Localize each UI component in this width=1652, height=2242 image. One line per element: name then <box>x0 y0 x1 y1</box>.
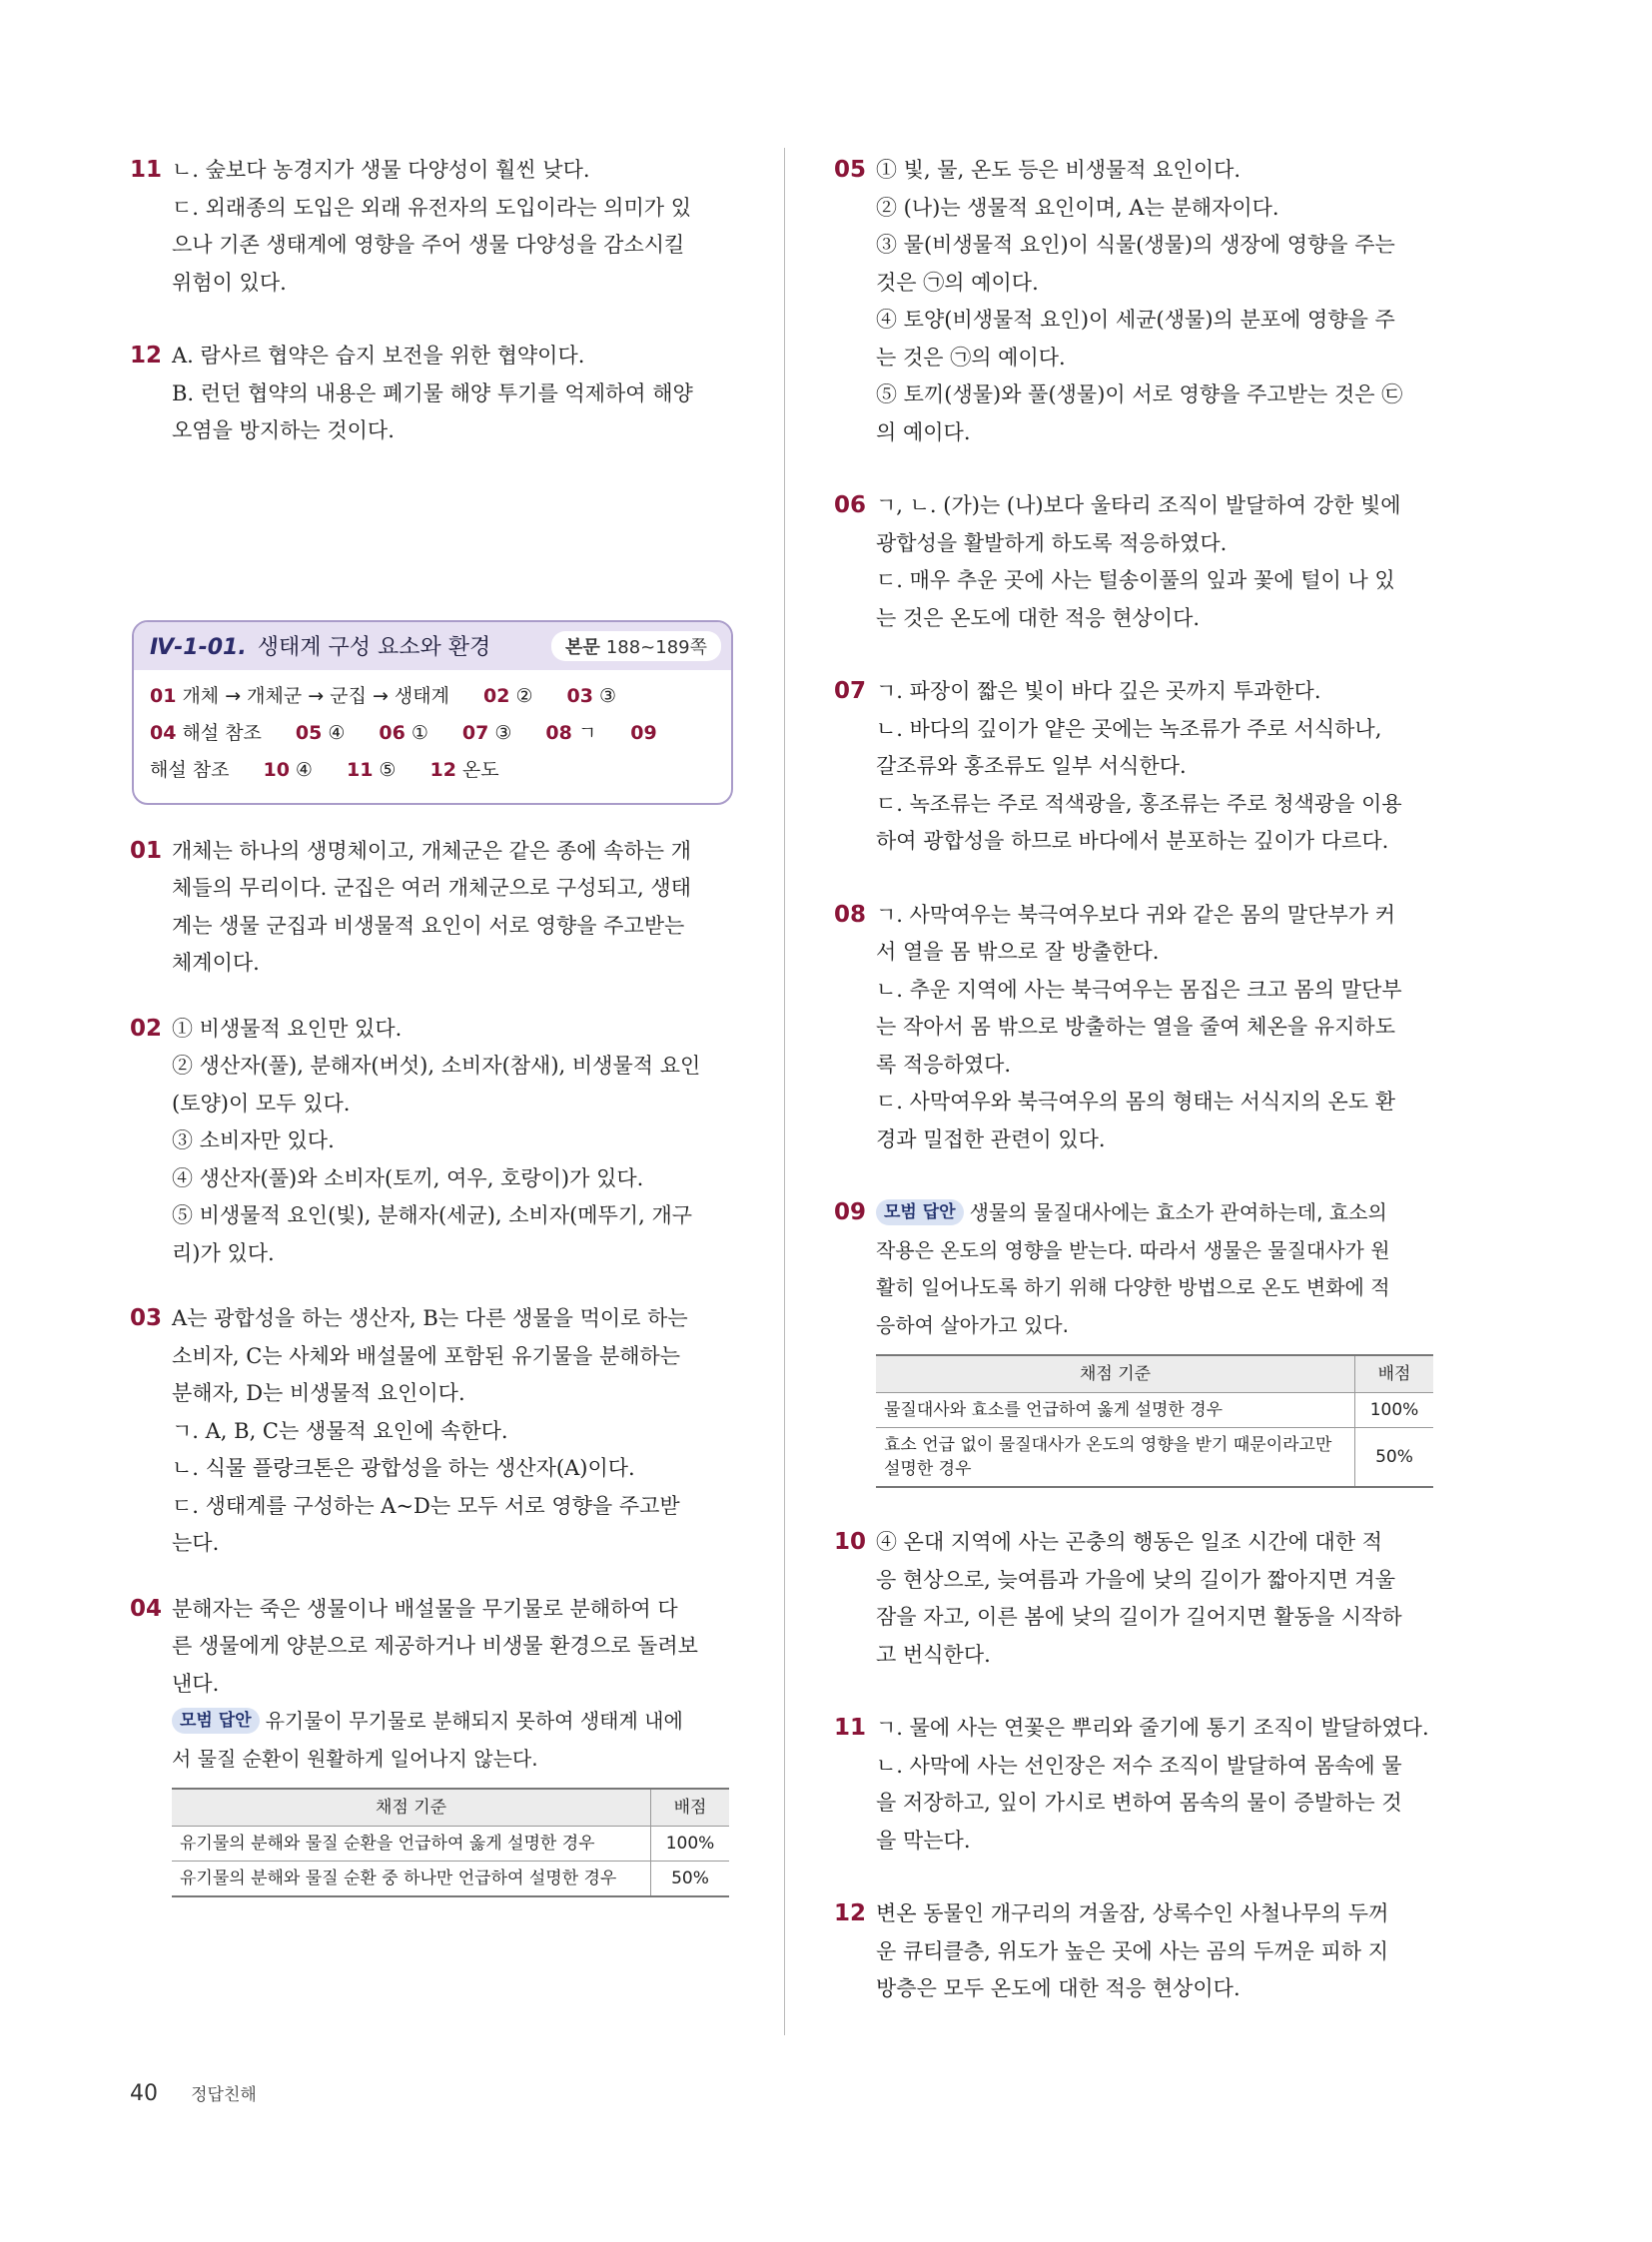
question-number: 06 <box>834 492 867 518</box>
text-line: B. 런던 협약의 내용은 폐기물 해양 투기를 억제하여 해양 <box>172 380 693 405</box>
right-q10 <box>834 1524 1433 1674</box>
text-line: 응 현상으로, 늦여름과 가을에 낮의 길이가 짧아지면 겨울 <box>876 1567 1395 1592</box>
answer-key-answer: ㄱ <box>577 721 597 744</box>
text-line: ④ 온대 지역에 사는 곤충의 행동은 일조 시간에 대한 적 <box>876 1530 1383 1554</box>
answer-key-number: 05 <box>295 721 323 744</box>
right-column <box>834 152 1433 2008</box>
model-answer <box>172 1703 729 1778</box>
answer-key-item <box>150 678 449 715</box>
answer-key-answer: ③ <box>494 721 512 744</box>
text-line: 리)가 있다. <box>172 1240 275 1265</box>
answer-key-answer: ③ <box>598 684 616 707</box>
text-line: ㄴ. 숲보다 농경지가 생물 다양성이 훨씬 낮다. <box>172 158 590 182</box>
text-line: 서 열을 몸 밖으로 잘 방출한다. <box>876 940 1160 964</box>
page-number: 40 <box>130 2081 158 2106</box>
model-answer <box>876 1194 1433 1344</box>
answer-key-row <box>150 678 715 715</box>
text-line: ㄴ. 식물 플랑크톤은 광합성을 하는 생산자(A)이다. <box>172 1456 635 1480</box>
question-number: 12 <box>834 1900 867 1926</box>
model-answer-line: 생물의 물질대사에는 효소가 관여하는데, 효소의 <box>969 1200 1387 1224</box>
model-answer-line: 서 물질 순환이 원활하게 일어나지 않는다. <box>172 1746 538 1771</box>
left-q11 <box>130 152 729 302</box>
answer-key-number: 02 <box>483 684 510 707</box>
scoring-points: 100% <box>1355 1393 1434 1428</box>
answer-key-number: 11 <box>346 758 374 781</box>
model-answer-badge: 모범 답안 <box>172 1708 260 1734</box>
footer-label: 정답친해 <box>191 2085 257 2105</box>
text-line: ① 빛, 물, 온도 등은 비생물적 요인이다. <box>876 158 1241 182</box>
question-number: 07 <box>834 678 867 704</box>
text-line: 는 작아서 몸 밖으로 방출하는 열을 줄여 체온을 유지하도 <box>876 1015 1395 1039</box>
answer-key-answer: 개체 → 개체군 → 군집 → 생태계 <box>182 684 449 707</box>
text-line: 갈조류와 홍조류도 일부 서식한다. <box>876 754 1187 778</box>
answer-key-answer: ④ <box>328 721 346 744</box>
question-number: 11 <box>130 157 163 183</box>
left-q04 <box>130 1591 729 1704</box>
text-line: ㄷ. 외래종의 도입은 외래 유전자의 도입이라는 의미가 있 <box>172 195 691 220</box>
answer-key-number: 08 <box>545 721 572 744</box>
answer-key-number: 09 <box>630 721 657 744</box>
section-answer-box <box>132 620 733 805</box>
table-row <box>172 1862 729 1897</box>
question-number: 04 <box>130 1595 163 1622</box>
answer-key-item <box>347 752 397 789</box>
question-number: 02 <box>130 1015 163 1042</box>
text-line: 하여 광합성을 하므로 바다에서 분포하는 깊이가 다르다. <box>876 829 1389 853</box>
text-line: 변온 동물인 개구리의 겨울잠, 상록수인 사철나무의 두꺼 <box>876 1901 1389 1925</box>
answer-key-answer: ⑤ <box>379 758 397 781</box>
answer-key-item <box>296 715 346 752</box>
text-line: ① 비생물적 요인만 있다. <box>172 1016 403 1041</box>
right-q11 <box>834 1710 1433 1860</box>
answer-key-number: 03 <box>566 684 593 707</box>
answer-key-item <box>150 752 229 789</box>
text-line: 오염을 방지하는 것이다. <box>172 418 395 442</box>
text-line: 고 번식한다. <box>876 1642 991 1667</box>
text-line: A. 람사르 협약은 습지 보전을 위한 협약이다. <box>172 344 585 368</box>
left-q04-model <box>130 1703 729 1897</box>
answer-key-number: 07 <box>461 721 489 744</box>
answer-key-item <box>379 715 428 752</box>
text-line: 른 생물에게 양분으로 제공하거나 비생물 환경으로 돌려보 <box>172 1634 698 1658</box>
right-q05 <box>834 152 1433 451</box>
text-line: ② (나)는 생물적 요인이며, A는 분해자이다. <box>876 195 1279 220</box>
text-line: 을 막는다. <box>876 1828 971 1853</box>
answer-key-row <box>150 715 715 752</box>
answer-key-item <box>462 715 512 752</box>
text-line: ㄱ. 파장이 짧은 빛이 바다 깊은 곳까지 투과한다. <box>876 679 1321 703</box>
text-line: 개체는 하나의 생명체이고, 개체군은 같은 종에 속하는 개 <box>172 838 691 863</box>
right-q06 <box>834 487 1433 637</box>
table-row <box>876 1428 1433 1488</box>
section-pages-range: 188~189쪽 <box>605 636 707 658</box>
answer-key-answer: 해설 참조 <box>182 721 262 744</box>
section-header <box>134 622 731 670</box>
answer-key-item <box>263 752 313 789</box>
text-line: 것은 ㉠의 예이다. <box>876 270 1039 295</box>
answer-key <box>134 670 731 803</box>
answer-key-item <box>567 678 617 715</box>
text-line: 낸다. <box>172 1671 220 1696</box>
text-line: 광합성을 활발하게 하도록 적응하였다. <box>876 530 1228 555</box>
scoring-table <box>172 1788 729 1897</box>
text-line: 위험이 있다. <box>172 270 287 295</box>
text-line: 분해자는 죽은 생물이나 배설물을 무기물로 분해하여 다 <box>172 1596 678 1621</box>
text-line: A는 광합성을 하는 생산자, B는 다른 생물을 먹이로 하는 <box>172 1306 688 1330</box>
text-line: 운 큐티클층, 위도가 높은 곳에 사는 곰의 두꺼운 피하 지 <box>876 1938 1389 1963</box>
text-line: ④ 생산자(풀)와 소비자(토끼, 여우, 호랑이)가 있다. <box>172 1165 644 1190</box>
model-answer-badge: 모범 답안 <box>876 1199 964 1225</box>
text-line: ⑤ 비생물적 요인(빛), 분해자(세균), 소비자(메뚜기, 개구 <box>172 1203 693 1227</box>
scoring-points: 100% <box>651 1827 730 1862</box>
answer-key-answer: ④ <box>295 758 313 781</box>
page-footer <box>130 2080 257 2106</box>
question-number: 10 <box>834 1529 867 1555</box>
answer-key-number: 06 <box>379 721 406 744</box>
scoring-header-criteria: 채점 기준 <box>876 1355 1355 1393</box>
answer-key-number: 04 <box>150 721 177 744</box>
text-line: ㄱ. 사막여우는 북극여우보다 귀와 같은 몸의 말단부가 커 <box>876 902 1395 927</box>
left-q02 <box>130 1011 729 1273</box>
text-line: ㄱ, ㄴ. (가)는 (나)보다 울타리 조직이 발달하여 강한 빛에 <box>876 493 1401 517</box>
right-q09 <box>834 1194 1433 1488</box>
model-answer-line: 활히 일어나도록 하기 위해 다양한 방법으로 온도 변화에 적 <box>876 1275 1390 1299</box>
text-line: ㄴ. 추운 지역에 사는 북극여우는 몸집은 크고 몸의 말단부 <box>876 977 1402 1002</box>
text-line: 는다. <box>172 1531 220 1555</box>
text-line: 경과 밀접한 관련이 있다. <box>876 1126 1106 1151</box>
answer-key-item <box>630 715 662 752</box>
text-line: ㄷ. 녹조류는 주로 적색광을, 홍조류는 주로 청색광을 이용 <box>876 791 1402 816</box>
answer-key-item <box>150 715 262 752</box>
text-line: ④ 토양(비생물적 요인)이 세균(생물)의 분포에 영향을 주 <box>876 308 1395 332</box>
left-column <box>130 152 729 1897</box>
text-line: ② 생산자(풀), 분해자(버섯), 소비자(참새), 비생물적 요인 <box>172 1054 701 1078</box>
question-number: 12 <box>130 343 163 369</box>
left-q01 <box>130 833 729 983</box>
answer-key-item <box>483 678 533 715</box>
model-answer-line: 작용은 온도의 영향을 받는다. 따라서 생물은 물질대사가 원 <box>876 1237 1390 1262</box>
answer-key-answer: 온도 <box>461 758 499 781</box>
text-line: 의 예이다. <box>876 419 971 444</box>
answer-key-item <box>545 715 596 752</box>
text-line: ③ 물(비생물적 요인)이 식물(생물)의 생장에 영향을 주는 <box>876 233 1395 257</box>
text-line: ㄷ. 매우 추운 곳에 사는 털송이풀의 잎과 꽃에 털이 나 있 <box>876 568 1395 592</box>
scoring-points: 50% <box>651 1862 730 1897</box>
table-row <box>172 1827 729 1862</box>
question-number: 09 <box>834 1199 867 1225</box>
text-line: 계는 생물 군집과 비생물적 요인이 서로 영향을 주고받는 <box>172 913 685 938</box>
answer-key-item <box>429 752 498 789</box>
column-divider <box>784 148 785 2035</box>
answer-key-number: 10 <box>263 758 290 781</box>
text-line: 체들의 무리이다. 군집은 여러 개체군으로 구성되고, 생태 <box>172 876 691 900</box>
right-q08 <box>834 897 1433 1159</box>
text-line: 는 것은 온도에 대한 적응 현상이다. <box>876 605 1201 630</box>
left-q12 <box>130 338 729 450</box>
scoring-points: 50% <box>1355 1428 1434 1488</box>
scoring-table <box>876 1354 1433 1488</box>
scoring-header-criteria: 채점 기준 <box>172 1789 651 1827</box>
model-answer-line: 유기물이 무기물로 분해되지 못하여 생태계 내에 <box>265 1709 683 1733</box>
text-line: 소비자, C는 사체와 배설물에 포함된 유기물을 분해하는 <box>172 1343 681 1368</box>
scoring-criteria: 효소 언급 없이 물질대사가 온도의 영향을 받기 때문이라고만 설명한 경우 <box>876 1428 1355 1488</box>
scoring-criteria: 물질대사와 효소를 언급하여 옳게 설명한 경우 <box>876 1393 1355 1428</box>
section-title <box>150 630 490 661</box>
question-number: 03 <box>130 1305 163 1331</box>
text-line: ㄷ. 생태계를 구성하는 A~D는 모두 서로 영향을 주고받 <box>172 1493 680 1518</box>
section-pages <box>551 631 721 661</box>
text-line: 분해자, D는 비생물적 요인이다. <box>172 1381 465 1405</box>
answer-key-answer: ① <box>411 721 428 744</box>
answer-key-row <box>150 752 715 789</box>
question-number: 05 <box>834 157 867 183</box>
table-row <box>876 1393 1433 1428</box>
scoring-criteria: 유기물의 분해와 물질 순환 중 하나만 언급하여 설명한 경우 <box>172 1862 651 1897</box>
text-line: 록 적응하였다. <box>876 1052 1012 1077</box>
answer-key-answer: ② <box>515 684 533 707</box>
answer-key-answer: 해설 참조 <box>150 758 230 781</box>
model-answer-line: 응하여 살아가고 있다. <box>876 1312 1069 1337</box>
question-number: 11 <box>834 1715 867 1741</box>
left-q03 <box>130 1300 729 1563</box>
question-number: 01 <box>130 837 163 864</box>
text-line: 는 것은 ㉠의 예이다. <box>876 345 1066 370</box>
text-line: ㄷ. 사막여우와 북극여우의 몸의 형태는 서식지의 온도 환 <box>876 1090 1395 1114</box>
text-line: ㄱ. A, B, C는 생물적 요인에 속한다. <box>172 1418 508 1443</box>
scoring-header-points: 배점 <box>1355 1355 1434 1393</box>
right-q12 <box>834 1895 1433 2008</box>
section-code: Ⅳ-1-01. <box>150 635 247 660</box>
answer-key-number: 12 <box>429 758 456 781</box>
section-title-text: 생태계 구성 요소와 환경 <box>257 635 491 660</box>
section-pages-label: 본문 <box>565 636 600 658</box>
text-line: (토양)이 모두 있다. <box>172 1091 351 1116</box>
text-line: 잠을 자고, 이른 봄에 낮의 길이가 길어지면 활동을 시작하 <box>876 1605 1402 1629</box>
text-line: ㄱ. 물에 사는 연꽃은 뿌리와 줄기에 통기 조직이 발달하였다. <box>876 1716 1429 1740</box>
text-line: 으나 기존 생태계에 영향을 주어 생물 다양성을 감소시킬 <box>172 233 685 257</box>
scoring-header-points: 배점 <box>651 1789 730 1827</box>
text-line: ㄴ. 바다의 깊이가 얕은 곳에는 녹조류가 주로 서식하나, <box>876 716 1382 741</box>
text-line: 방층은 모두 온도에 대한 적응 현상이다. <box>876 1976 1240 2000</box>
text-line: 을 저장하고, 잎이 가시로 변하여 몸속의 물이 증발하는 것 <box>876 1791 1402 1815</box>
question-number: 08 <box>834 901 867 928</box>
text-line: 체계이다. <box>172 951 260 975</box>
text-line: ③ 소비자만 있다. <box>172 1128 335 1152</box>
text-line: ㄴ. 사막에 사는 선인장은 저수 조직이 발달하여 몸속에 물 <box>876 1753 1402 1778</box>
answer-key-number: 01 <box>150 684 177 707</box>
text-line: ⑤ 토끼(생물)와 풀(생물)이 서로 영향을 주고받는 것은 ㉢ <box>876 382 1403 406</box>
right-q07 <box>834 673 1433 861</box>
scoring-criteria: 유기물의 분해와 물질 순환을 언급하여 옳게 설명한 경우 <box>172 1827 651 1862</box>
